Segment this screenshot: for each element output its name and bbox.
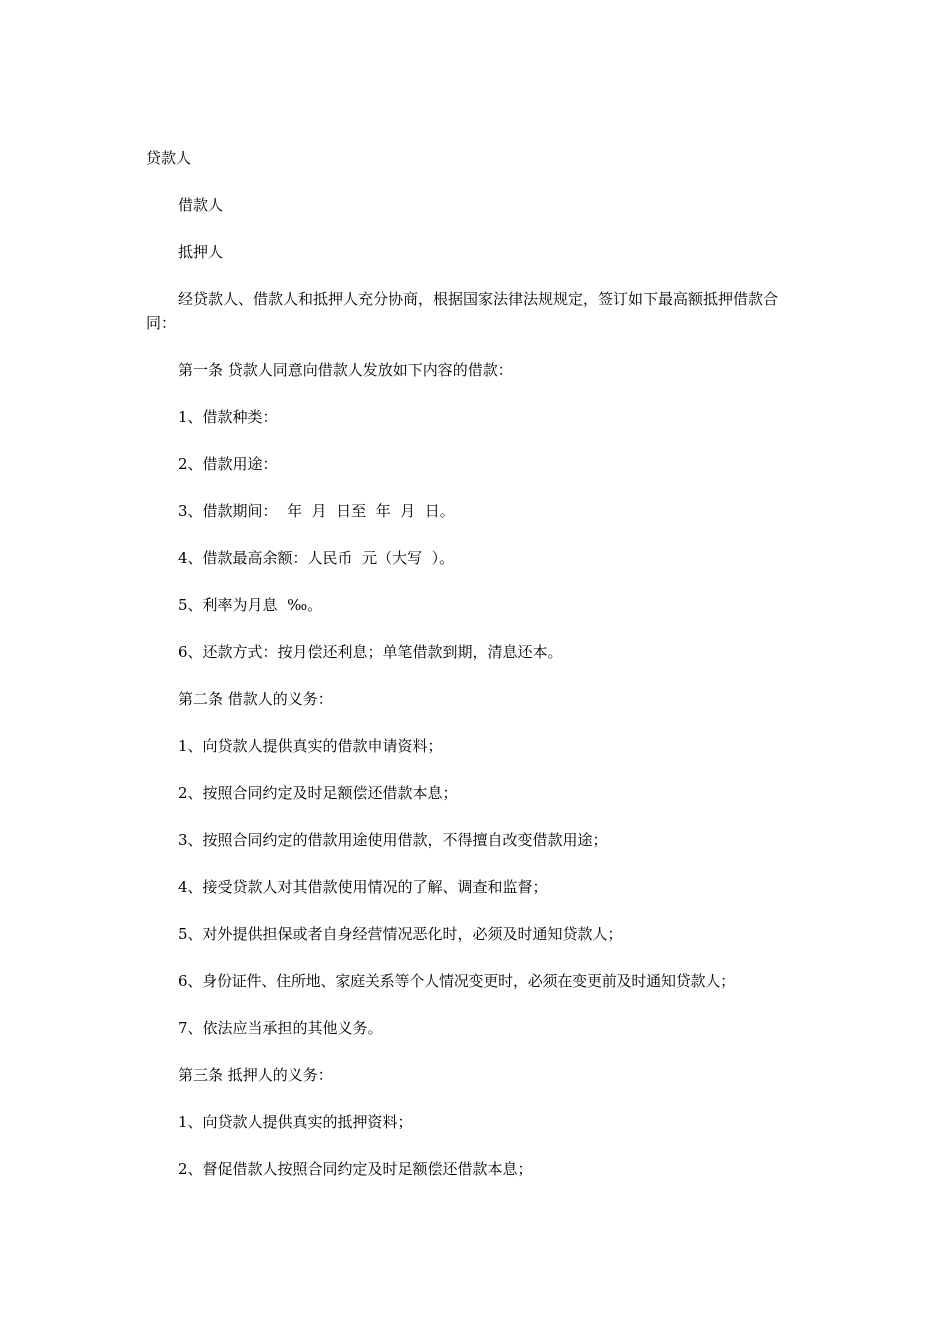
article3-item: 1、向贷款人提供真实的抵押资料；	[178, 1113, 413, 1131]
preamble-paragraph: 经贷款人、借款人和抵押人充分协商，根据国家法律法规规定，签订如下最高额抵押借款合同：	[146, 290, 779, 332]
article1-item: 5、利率为月息 ‰。	[178, 596, 323, 614]
article2-item: 1、向贷款人提供真实的借款申请资料；	[178, 737, 443, 755]
mortgagor-label: 抵押人	[178, 243, 224, 261]
borrower-label: 借款人	[178, 196, 224, 214]
article2-item: 2、按照合同约定及时足额偿还借款本息；	[178, 784, 458, 802]
article2-item: 6、身份证件、住所地、家庭关系等个人情况变更时，必须在变更前及时通知贷款人；	[178, 972, 735, 990]
article2-item: 3、按照合同约定的借款用途使用借款，不得擅自改变借款用途；	[178, 831, 608, 849]
article3-item: 2、督促借款人按照合同约定及时足额偿还借款本息；	[178, 1160, 533, 1178]
article1-item: 1、借款种类：	[178, 408, 278, 426]
article2-item: 7、依法应当承担的其他义务。	[178, 1019, 383, 1037]
article2-heading: 第二条 借款人的义务：	[178, 690, 333, 708]
article1-item: 4、借款最高余额：人民币 元（大写 ）。	[178, 549, 455, 567]
article2-item: 5、对外提供担保或者自身经营情况恶化时，必须及时通知贷款人；	[178, 925, 623, 943]
article1-heading: 第一条 贷款人同意向借款人发放如下内容的借款：	[178, 361, 513, 379]
article3-heading: 第三条 抵押人的义务：	[178, 1066, 333, 1084]
lender-label: 贷款人	[146, 149, 192, 167]
article1-item: 2、借款用途：	[178, 455, 278, 473]
article1-item: 6、还款方式：按月偿还利息；单笔借款到期，清息还本。	[178, 643, 563, 661]
contract-body	[146, 146, 806, 1204]
article2-item: 4、接受贷款人对其借款使用情况的了解、调查和监督；	[178, 878, 548, 896]
article1-item: 3、借款期间： 年 月 日至 年 月 日。	[178, 502, 455, 520]
